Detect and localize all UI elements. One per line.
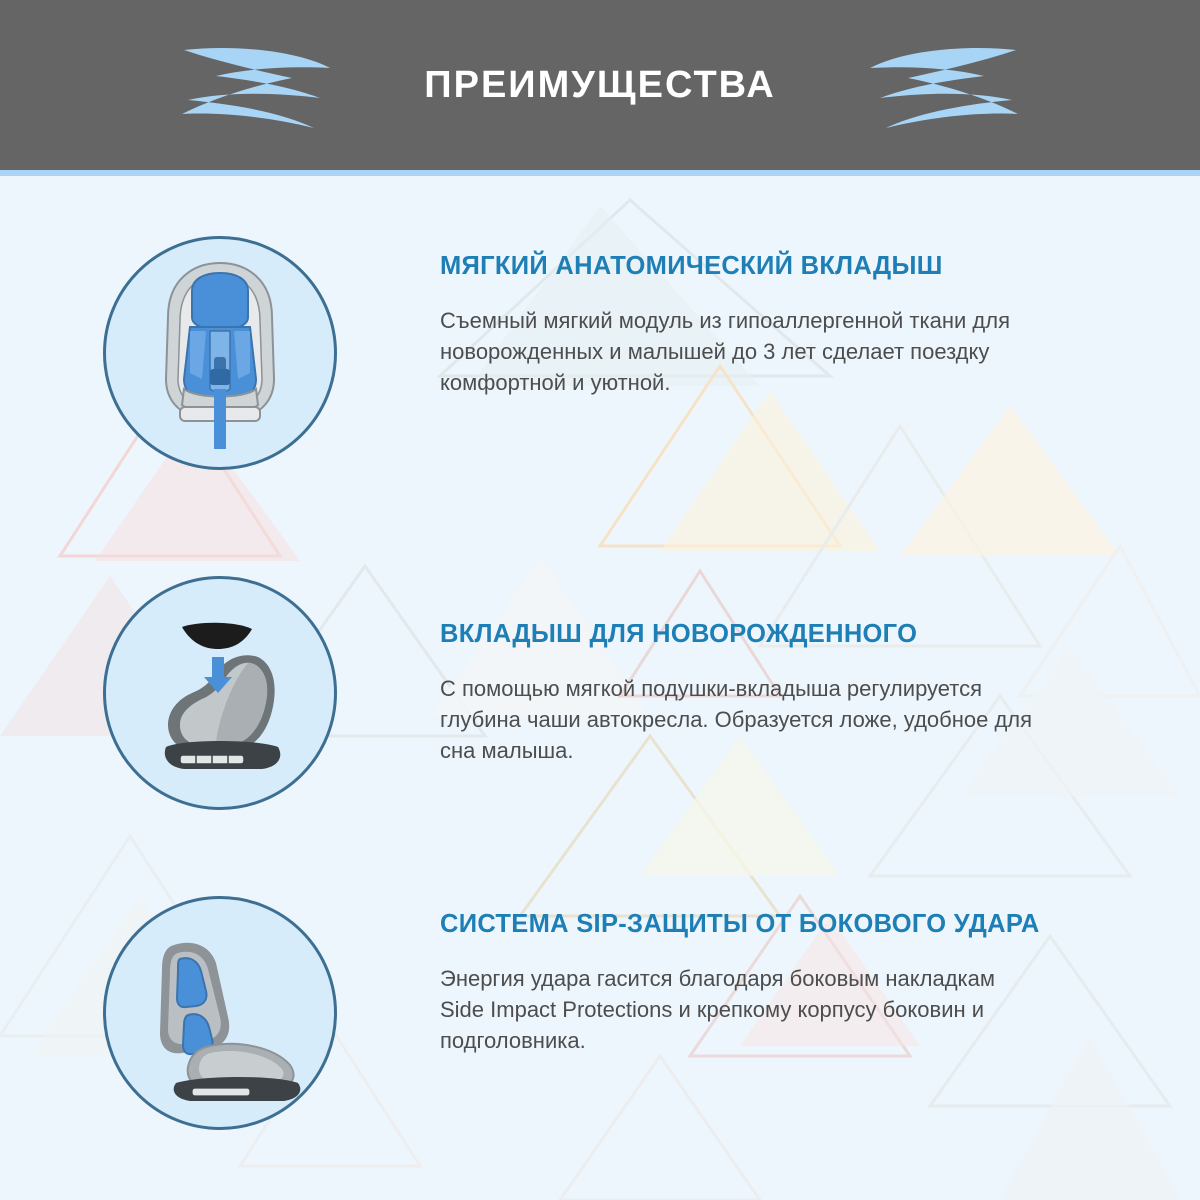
page-header [0,0,1200,170]
header-accent-rule [0,170,1200,176]
newborn-cushion-insert-icon [103,576,337,810]
car-seat-with-soft-insert-icon [103,236,337,470]
feature-item [0,232,1200,470]
feature-icon-wrap [0,572,440,810]
feature-item [0,572,1200,810]
feature-text [440,232,1040,398]
swoosh-left-icon [180,42,360,137]
feature-text [440,572,1040,766]
side-impact-protection-icon [103,896,337,1130]
feature-title: ВКЛАДЫШ ДЛЯ НОВОРОЖДЕННОГО [440,620,918,648]
feature-icon-wrap [0,892,440,1130]
features-list [0,176,1200,1200]
swoosh-right-icon [840,42,1020,137]
feature-icon-wrap [0,232,440,470]
feature-item [0,892,1200,1130]
feature-description: Съемный мягкий модуль из гипоаллергенной ткани для новорожденных и малышей до 3 лет сделает поездку комфортной и уютной. [440,307,1010,396]
feature-description: Энергия удара гасится благодаря боковым накладкам Side Impact Protections и крепкому корпусу боковин и подголовника. [440,965,995,1054]
feature-title: МЯГКИЙ АНАТОМИЧЕСКИЙ ВКЛАДЫШ [440,252,943,280]
page-title: ПРЕИМУЩЕСТВА [424,63,776,106]
feature-text [440,892,1040,1056]
feature-description: С помощью мягкой подушки-вкладыша регулируется глубина чаши автокресла. Образуется ложе, удобное для сна малыша. [440,675,1033,764]
feature-title: СИСТЕМА SIP-ЗАЩИТЫ ОТ БОКОВОГО УДАРА [440,910,1040,938]
